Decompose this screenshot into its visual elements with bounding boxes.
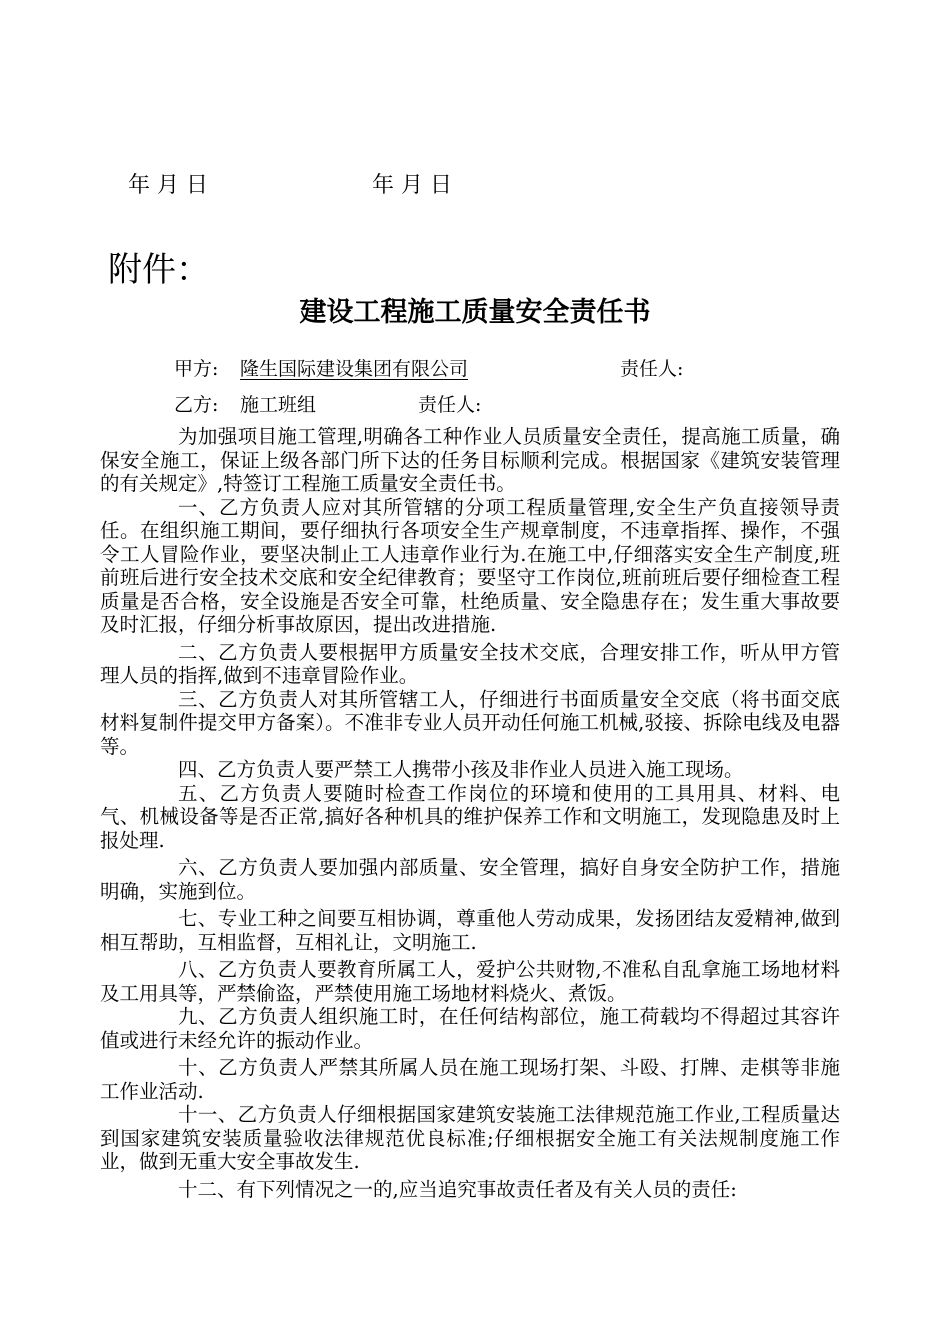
- paragraph-clause-8: 八、乙方负责人要教育所属工人，爱护公共财物,不准私自乱拿施工场地材料及工用具等，严禁偷盗，严禁使用施工场地材料烧火、煮饭。: [100, 958, 840, 1005]
- paragraph-clause-6: 六、乙方负责人要加强内部质量、安全管理，搞好自身安全防护工作，措施明确，实施到位。: [100, 856, 840, 903]
- paragraph-clause-3: 三、乙方负责人对其所管辖工人，仔细进行书面质量安全交底（将书面交底材料复制件提交甲方备案）。不准非专业人员开动任何施工机械,驳接、拆除电线及电器等。: [100, 687, 840, 758]
- document-title: 建设工程施工质量安全责任书: [299, 297, 651, 328]
- document-body: [100, 425, 840, 1201]
- paragraph-clause-12: 十二、有下列情况之一的,应当追究事故责任者及有关人员的责任:: [178, 1177, 737, 1201]
- party-b-name: 施工班组: [240, 394, 317, 416]
- party-a-name: 隆生国际建设集团有限公司: [240, 358, 469, 380]
- date-left: 年 月 日: [128, 173, 208, 198]
- party-b-responsible-label: 责任人:: [418, 394, 482, 416]
- paragraph-clause-7: 七、专业工种之间要互相协调，尊重他人劳动成果，发扬团结友爱精神,做到相互帮助，互相监督，互相礼让，文明施工.: [100, 907, 840, 954]
- party-a-label: 甲方:: [174, 358, 219, 380]
- paragraph-clause-2: 二、乙方负责人要根据甲方质量安全技术交底，合理安排工作，听从甲方管理人员的指挥,做到不违章冒险作业。: [100, 640, 840, 687]
- date-right: 年 月 日: [372, 173, 452, 198]
- paragraph-clause-5: 五、乙方负责人要随时检查工作岗位的环境和使用的工具用具、材料、电气、机械设备等是否正常,搞好各种机具的维护保养工作和文明施工，发现隐患及时上报处理.: [100, 781, 840, 852]
- paragraph-clause-11: 十一、乙方负责人仔细根据国家建筑安装施工法律规范施工作业,工程质量达到国家建筑安装质量验收法律规范优良标准;仔细根据安全施工有关法规制度施工作业，做到无重大安全事故发生.: [100, 1103, 840, 1173]
- party-a-responsible-label: 责任人:: [620, 358, 684, 380]
- paragraph-clause-9: 九、乙方负责人组织施工时，在任何结构部位，施工荷载均不得超过其容许值或进行未经允许的振动作业。: [100, 1005, 840, 1052]
- party-b-label: 乙方:: [174, 394, 219, 416]
- paragraph-clause-4: 四、乙方负责人要严禁工人携带小孩及非作业人员进入施工现场。: [178, 758, 744, 781]
- attachment-label: 附件：: [108, 250, 210, 290]
- paragraph-clause-1: 一、乙方负责人应对其所管辖的分项工程质量管理,安全生产负直接领导责任。在组织施工期间，要仔细执行各项安全生产规章制度，不违章指挥、操作，不强令工人冒险作业，要坚决制止工人违章作业行为.在施工中,仔细落实安全生产制度,班前班后进行安全技术交底和安全纪律教育；要坚守工作岗位,班前班后要仔细检查工程质量是否合格，安全设施是否安全可靠，杜绝质量、安全隐患存在；发生重大事故要及时汇报，仔细分析事故原因，提出改进措施.: [100, 495, 840, 636]
- paragraph-clause-10: 十、乙方负责人严禁其所属人员在施工现场打架、斗殴、打牌、走棋等非施工作业活动.: [100, 1056, 840, 1103]
- paragraph-intro: 为加强项目施工管理,明确各工种作业人员质量安全责任，提高施工质量，确保安全施工，保证上级各部门所下达的任务目标顺利完成。根据国家《建筑安装管理的有关规定》,特签订工程施工质量安全责任书。: [100, 425, 840, 495]
